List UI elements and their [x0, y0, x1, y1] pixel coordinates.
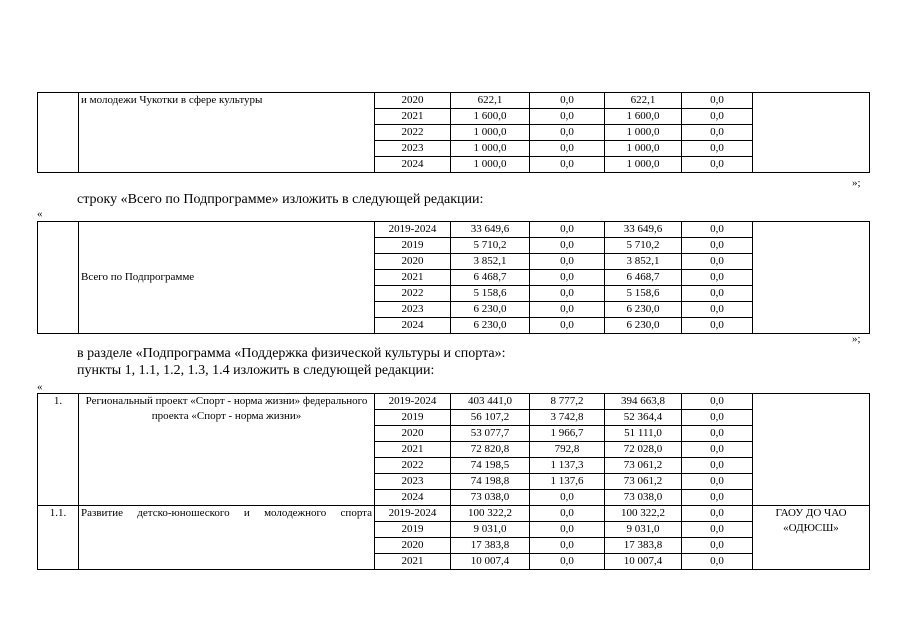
other-cell: 0,0 [682, 318, 753, 334]
table-row [38, 222, 870, 238]
year-cell: 2024 [375, 157, 451, 173]
other-cell: 0,0 [682, 474, 753, 490]
item-number-cell [38, 93, 79, 173]
total-cell: 73 038,0 [451, 490, 530, 506]
total-cell: 56 107,2 [451, 410, 530, 426]
regional-cell: 51 111,0 [605, 426, 682, 442]
federal-cell: 0,0 [530, 254, 605, 270]
federal-cell: 0,0 [530, 490, 605, 506]
year-cell: 2022 [375, 125, 451, 141]
executor-cell [753, 222, 870, 334]
other-cell: 0,0 [682, 506, 753, 522]
year-cell: 2019 [375, 238, 451, 254]
other-cell: 0,0 [682, 302, 753, 318]
regional-cell: 6 230,0 [605, 302, 682, 318]
year-cell: 2022 [375, 286, 451, 302]
year-cell: 2019-2024 [375, 394, 451, 410]
closing-quote-1: »; [852, 177, 861, 189]
year-cell: 2019 [375, 522, 451, 538]
year-cell: 2021 [375, 109, 451, 125]
regional-cell: 1 600,0 [605, 109, 682, 125]
total-cell: 53 077,7 [451, 426, 530, 442]
other-cell: 0,0 [682, 93, 753, 109]
regional-cell: 1 000,0 [605, 125, 682, 141]
federal-cell: 0,0 [530, 302, 605, 318]
federal-cell: 0,0 [530, 538, 605, 554]
federal-cell: 3 742,8 [530, 410, 605, 426]
other-cell: 0,0 [682, 442, 753, 458]
other-cell: 0,0 [682, 538, 753, 554]
item-number-cell [38, 222, 79, 334]
federal-cell: 1 137,6 [530, 474, 605, 490]
total-cell: 6 230,0 [451, 318, 530, 334]
other-cell: 0,0 [682, 157, 753, 173]
total-cell: 9 031,0 [451, 522, 530, 538]
total-cell: 6 230,0 [451, 302, 530, 318]
year-cell: 2023 [375, 141, 451, 157]
year-cell: 2021 [375, 554, 451, 570]
total-cell: 72 820,8 [451, 442, 530, 458]
federal-cell: 0,0 [530, 222, 605, 238]
other-cell: 0,0 [682, 426, 753, 442]
total-cell: 5 710,2 [451, 238, 530, 254]
federal-cell: 0,0 [530, 554, 605, 570]
other-cell: 0,0 [682, 222, 753, 238]
regional-cell: 5 158,6 [605, 286, 682, 302]
regional-cell: 622,1 [605, 93, 682, 109]
year-cell: 2019-2024 [375, 506, 451, 522]
other-cell: 0,0 [682, 458, 753, 474]
instruction-paragraph-2a: в разделе «Подпрограмма «Поддержка физической культуры и спорта»: [77, 346, 506, 361]
regional-cell: 394 663,8 [605, 394, 682, 410]
item-name-cell: Региональный проект «Спорт - норма жизни» федерального проекта «Спорт - норма жизни» [79, 394, 375, 506]
federal-cell: 0,0 [530, 318, 605, 334]
other-cell: 0,0 [682, 141, 753, 157]
federal-cell: 0,0 [530, 157, 605, 173]
regional-cell: 17 383,8 [605, 538, 682, 554]
year-cell: 2020 [375, 93, 451, 109]
item-number-cell: 1.1. [38, 506, 79, 570]
total-cell: 100 322,2 [451, 506, 530, 522]
federal-cell: 0,0 [530, 238, 605, 254]
other-cell: 0,0 [682, 554, 753, 570]
program-table-sport [37, 393, 870, 570]
instruction-paragraph-1: строку «Всего по Подпрограмме» изложить в следующей редакции: [77, 192, 484, 207]
total-cell: 74 198,5 [451, 458, 530, 474]
year-cell: 2024 [375, 490, 451, 506]
item-number-cell: 1. [38, 394, 79, 506]
other-cell: 0,0 [682, 238, 753, 254]
opening-quote-1: « [37, 208, 43, 220]
regional-cell: 73 061,2 [605, 474, 682, 490]
federal-cell: 0,0 [530, 141, 605, 157]
executor-cell [753, 93, 870, 173]
federal-cell: 1 966,7 [530, 426, 605, 442]
federal-cell: 0,0 [530, 286, 605, 302]
federal-cell: 0,0 [530, 270, 605, 286]
executor-cell [753, 394, 870, 506]
item-name-cell: Развитие детско-юношеского и молодежного спорта [79, 506, 375, 570]
federal-cell: 0,0 [530, 109, 605, 125]
regional-cell: 6 230,0 [605, 318, 682, 334]
regional-cell: 6 468,7 [605, 270, 682, 286]
regional-cell: 33 649,6 [605, 222, 682, 238]
year-cell: 2024 [375, 318, 451, 334]
total-cell: 622,1 [451, 93, 530, 109]
other-cell: 0,0 [682, 410, 753, 426]
other-cell: 0,0 [682, 490, 753, 506]
year-cell: 2023 [375, 302, 451, 318]
regional-cell: 1 000,0 [605, 141, 682, 157]
total-cell: 1 600,0 [451, 109, 530, 125]
regional-cell: 72 028,0 [605, 442, 682, 458]
year-cell: 2023 [375, 474, 451, 490]
year-cell: 2021 [375, 270, 451, 286]
total-cell: 1 000,0 [451, 157, 530, 173]
federal-cell: 1 137,3 [530, 458, 605, 474]
federal-cell: 0,0 [530, 506, 605, 522]
regional-cell: 73 061,2 [605, 458, 682, 474]
year-cell: 2020 [375, 426, 451, 442]
program-table-part1 [37, 92, 870, 173]
other-cell: 0,0 [682, 109, 753, 125]
federal-cell: 0,0 [530, 93, 605, 109]
total-cell: 3 852,1 [451, 254, 530, 270]
item-name-cell: Всего по Подпрограмме [79, 222, 375, 334]
other-cell: 0,0 [682, 125, 753, 141]
regional-cell: 3 852,1 [605, 254, 682, 270]
total-cell: 403 441,0 [451, 394, 530, 410]
federal-cell: 792,8 [530, 442, 605, 458]
federal-cell: 0,0 [530, 125, 605, 141]
regional-cell: 100 322,2 [605, 506, 682, 522]
closing-quote-2: »; [852, 333, 861, 345]
regional-cell: 52 364,4 [605, 410, 682, 426]
other-cell: 0,0 [682, 270, 753, 286]
instruction-paragraph-2b: пункты 1, 1.1, 1.2, 1.3, 1.4 изложить в следующей редакции: [77, 363, 435, 378]
table-row [38, 506, 870, 522]
total-cell: 10 007,4 [451, 554, 530, 570]
other-cell: 0,0 [682, 254, 753, 270]
year-cell: 2020 [375, 538, 451, 554]
year-cell: 2020 [375, 254, 451, 270]
regional-cell: 5 710,2 [605, 238, 682, 254]
year-cell: 2022 [375, 458, 451, 474]
regional-cell: 73 038,0 [605, 490, 682, 506]
item-name-cell: и молодежи Чукотки в сфере культуры [79, 93, 375, 173]
total-cell: 1 000,0 [451, 125, 530, 141]
other-cell: 0,0 [682, 286, 753, 302]
total-cell: 33 649,6 [451, 222, 530, 238]
opening-quote-2: « [37, 381, 43, 393]
table-row [38, 394, 870, 410]
federal-cell: 0,0 [530, 522, 605, 538]
other-cell: 0,0 [682, 522, 753, 538]
federal-cell: 8 777,2 [530, 394, 605, 410]
total-cell: 6 468,7 [451, 270, 530, 286]
executor-cell: ГАОУ ДО ЧАО «ОДЮСШ» [753, 506, 870, 570]
regional-cell: 9 031,0 [605, 522, 682, 538]
total-cell: 17 383,8 [451, 538, 530, 554]
regional-cell: 10 007,4 [605, 554, 682, 570]
other-cell: 0,0 [682, 394, 753, 410]
total-cell: 1 000,0 [451, 141, 530, 157]
year-cell: 2021 [375, 442, 451, 458]
total-cell: 5 158,6 [451, 286, 530, 302]
table-row [38, 93, 870, 109]
regional-cell: 1 000,0 [605, 157, 682, 173]
total-cell: 74 198,8 [451, 474, 530, 490]
year-cell: 2019 [375, 410, 451, 426]
program-table-total [37, 221, 870, 334]
year-cell: 2019-2024 [375, 222, 451, 238]
